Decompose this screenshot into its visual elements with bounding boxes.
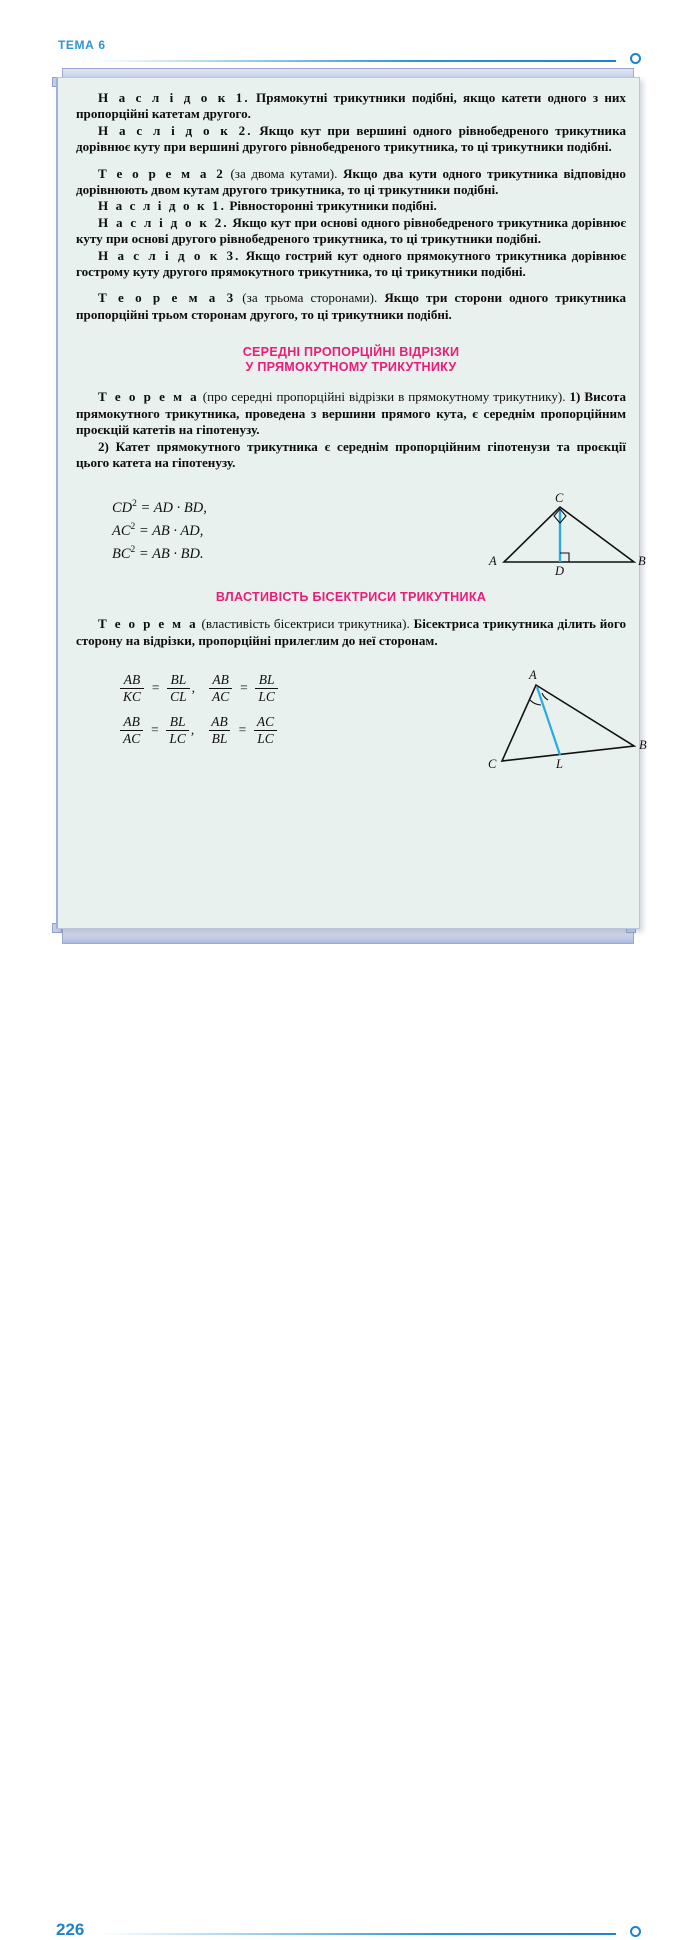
- fraction-denominator: AC: [209, 688, 232, 704]
- formula-right-term: AB · AD,: [152, 522, 204, 539]
- formula-and-diagram-row-1: [76, 487, 646, 578]
- equals-sign: =: [237, 722, 247, 738]
- formula-relation: =: [138, 545, 149, 562]
- formula-relation: =: [138, 522, 149, 539]
- fraction-denominator: LC: [166, 730, 189, 746]
- fraction-denominator: KC: [120, 688, 144, 704]
- paragraph-text: Якщо три сторони одного трикутника пропорційні трьом сторонам другого, то ці трикутники подібні.: [76, 290, 626, 322]
- vertex-label-b: B: [638, 554, 646, 569]
- topic-label: ТЕМА 6: [58, 38, 106, 52]
- formula-exponent: 2: [130, 522, 136, 533]
- paragraph-corollary-3: [76, 248, 626, 281]
- paragraph-lead: Н а с л і д о к 1.: [98, 90, 250, 105]
- formula-and-diagram-row-2: [76, 665, 647, 775]
- paragraph-lead: Т е о р е м а 2: [98, 165, 225, 181]
- fraction-denominator: AC: [120, 730, 143, 746]
- content-card-shell: [48, 68, 648, 948]
- paragraph-text: 2) Катет прямокутного трикутника є середнім пропорційним гіпотенузи та проєкції цього катета на гіпотенузу.: [76, 438, 626, 470]
- fraction-denominator: LC: [255, 688, 278, 704]
- paragraph-qualifier: (за двома кутами).: [224, 165, 338, 181]
- section-heading-line-1: ВЛАСТИВІСТЬ БІСЕКТРИСИ ТРИКУТНИКА: [215, 590, 487, 605]
- fraction-denominator: BL: [209, 730, 231, 746]
- header-circle-marker-icon: [630, 53, 641, 64]
- fraction-numerator: AB: [212, 671, 229, 687]
- vertex-label-c: C: [555, 491, 564, 506]
- paragraph-qualifier: (властивість бісектриси трикутника).: [197, 616, 410, 632]
- vertex-label-b: B: [639, 738, 647, 753]
- formula-line: [112, 541, 207, 564]
- diagram-right-triangle-with-altitude: [486, 489, 651, 582]
- paragraph-theorem-mean-proportional: [76, 389, 626, 438]
- fraction: [120, 673, 144, 704]
- footer-circle-marker-icon: [630, 1926, 641, 1937]
- paragraph-corollary-1-a: [76, 90, 626, 123]
- fraction: [208, 715, 231, 746]
- equals-sign: =: [151, 680, 161, 696]
- point-label-l: L: [556, 757, 563, 772]
- formula-line: [112, 518, 207, 541]
- vertex-label-a: A: [529, 668, 537, 683]
- paragraph-lead: Т е о р е м а 3: [98, 290, 236, 306]
- formula-left-term: BC: [112, 545, 131, 562]
- equals-sign: =: [150, 722, 160, 738]
- angle-mark-right: [542, 693, 548, 700]
- formula-relation: =: [140, 500, 151, 517]
- paragraph-lead: Т е о р е м а: [98, 389, 199, 405]
- header-divider-rule: [92, 60, 616, 62]
- separator-comma: ,: [190, 722, 195, 738]
- formula-left-term: AC: [112, 522, 131, 539]
- bisector-triangle-svg: [484, 663, 652, 771]
- paragraph-lead: Н а с л і д о к 1.: [98, 198, 227, 214]
- section-heading-mean-proportional: [76, 345, 626, 375]
- fraction-numerator: AC: [256, 713, 275, 729]
- fraction-line-2: [118, 709, 280, 751]
- paragraph-theorem-mean-proportional-part2: [76, 439, 626, 472]
- formula-left-term: CD: [112, 500, 133, 517]
- paragraph-lead: Н а с л і д о к 3.: [98, 247, 241, 263]
- formula-right-term: AD · BD,: [153, 500, 207, 517]
- formula-line: [112, 495, 207, 518]
- paragraph-corollary-1-b: [76, 198, 626, 214]
- vertex-label-a: A: [489, 554, 497, 569]
- formula-group-bisector-proportions: [118, 667, 280, 751]
- section-heading-line-1: СЕРЕДНІ ПРОПОРЦІЙНІ ВІДРІЗКИ: [242, 345, 460, 360]
- paragraph-text: Якщо кут при основі одного рівнобедреного трикутника дорівнює куту при основі другого рівнобедреного трикутника, то ці трикутники подібні.: [76, 214, 626, 247]
- fraction: [209, 673, 232, 704]
- fraction-numerator: BL: [169, 713, 186, 729]
- point-label-d: D: [555, 564, 565, 578]
- right-angle-mark-at-d: [560, 553, 569, 562]
- paragraph-corollary-2-b: [76, 215, 626, 248]
- fraction-numerator: AB: [123, 671, 141, 687]
- fraction-numerator: AB: [123, 713, 140, 729]
- fraction-numerator: AB: [211, 713, 228, 729]
- formula-right-term: AB · BD.: [152, 545, 204, 562]
- fraction-denominator: CL: [167, 688, 190, 704]
- paragraph-text: Якщо гострий кут одного прямокутного трикутника дорівнює гострому куту другого прямокутного трикутника, то ці трикутники подібні.: [76, 247, 626, 280]
- content-card: [56, 77, 647, 929]
- fraction: [166, 715, 189, 746]
- paragraph-qualifier: (про середні пропорційні відрізки в прямокутному трикутнику).: [198, 389, 566, 405]
- right-triangle-svg: [486, 489, 651, 577]
- fraction: [167, 673, 190, 704]
- paragraph-lead: Т е о р е м а: [98, 616, 198, 632]
- fraction-numerator: BL: [258, 671, 275, 687]
- page-header: [0, 0, 695, 72]
- fraction: [255, 673, 278, 704]
- angle-mark-left: [530, 700, 541, 705]
- vertex-label-c: C: [488, 757, 497, 772]
- fraction: [120, 715, 143, 746]
- equals-sign: =: [239, 680, 249, 696]
- triangle-outline: [502, 685, 634, 761]
- fraction-line-1: [118, 667, 280, 709]
- paragraph-text: Бісектриса трикутника ділить його сторону на відрізки, пропорційні прилеглим до неї сторонам.: [76, 616, 627, 648]
- fraction-numerator: BL: [170, 671, 187, 687]
- section-heading-bisector-property: [76, 590, 626, 605]
- page-number: 226: [56, 1920, 85, 1939]
- paragraph-text: Прямокутні трикутники подібні, якщо катети одного з них пропорційні катетам другого.: [76, 90, 626, 122]
- separator-comma: ,: [191, 680, 196, 696]
- fraction-denominator: LC: [254, 730, 277, 746]
- paragraph-lead: Н а с л і д о к 2.: [98, 214, 229, 230]
- section-heading-line-2: У ПРЯМОКУТНОМУ ТРИКУТНИКУ: [245, 360, 457, 375]
- paragraph-text: Якщо два кути одного трикутника відповідно дорівнюють двом кутам другого трикутника, то ці трикутники подібні.: [76, 165, 626, 198]
- paragraph-text: Рівносторонні трикутники подібні.: [226, 198, 437, 214]
- card-content: [76, 90, 647, 775]
- paragraph-text: Якщо кут при вершині одного рівнобедреного трикутника дорівнює куту при вершині другого рівнобедреного трикутника, то ці трикутники подібні.: [76, 122, 626, 155]
- paragraph-text: 1) Висота прямокутного трикутника, проведена з вершини прямого кута, є середнім пропорційним проєкцій катетів на гіпотенузу.: [76, 389, 626, 438]
- paragraph-lead: Н а с л і д о к 2.: [98, 122, 253, 138]
- fraction: [254, 715, 277, 746]
- paragraph-corollary-2-a: [76, 123, 626, 156]
- paragraph-theorem-3: [76, 290, 626, 323]
- paragraph-theorem-bisector: [76, 616, 626, 649]
- formula-exponent: 2: [130, 544, 136, 555]
- paragraph-qualifier: (за трьома сторонами).: [235, 290, 378, 306]
- paragraph-theorem-2: [76, 166, 626, 199]
- formula-group-mean-proportional: [112, 495, 207, 563]
- diagram-triangle-with-bisector: [484, 663, 652, 776]
- footer-divider-rule: [100, 1933, 616, 1935]
- page-footer: [0, 958, 695, 1939]
- formula-exponent: 2: [132, 499, 137, 510]
